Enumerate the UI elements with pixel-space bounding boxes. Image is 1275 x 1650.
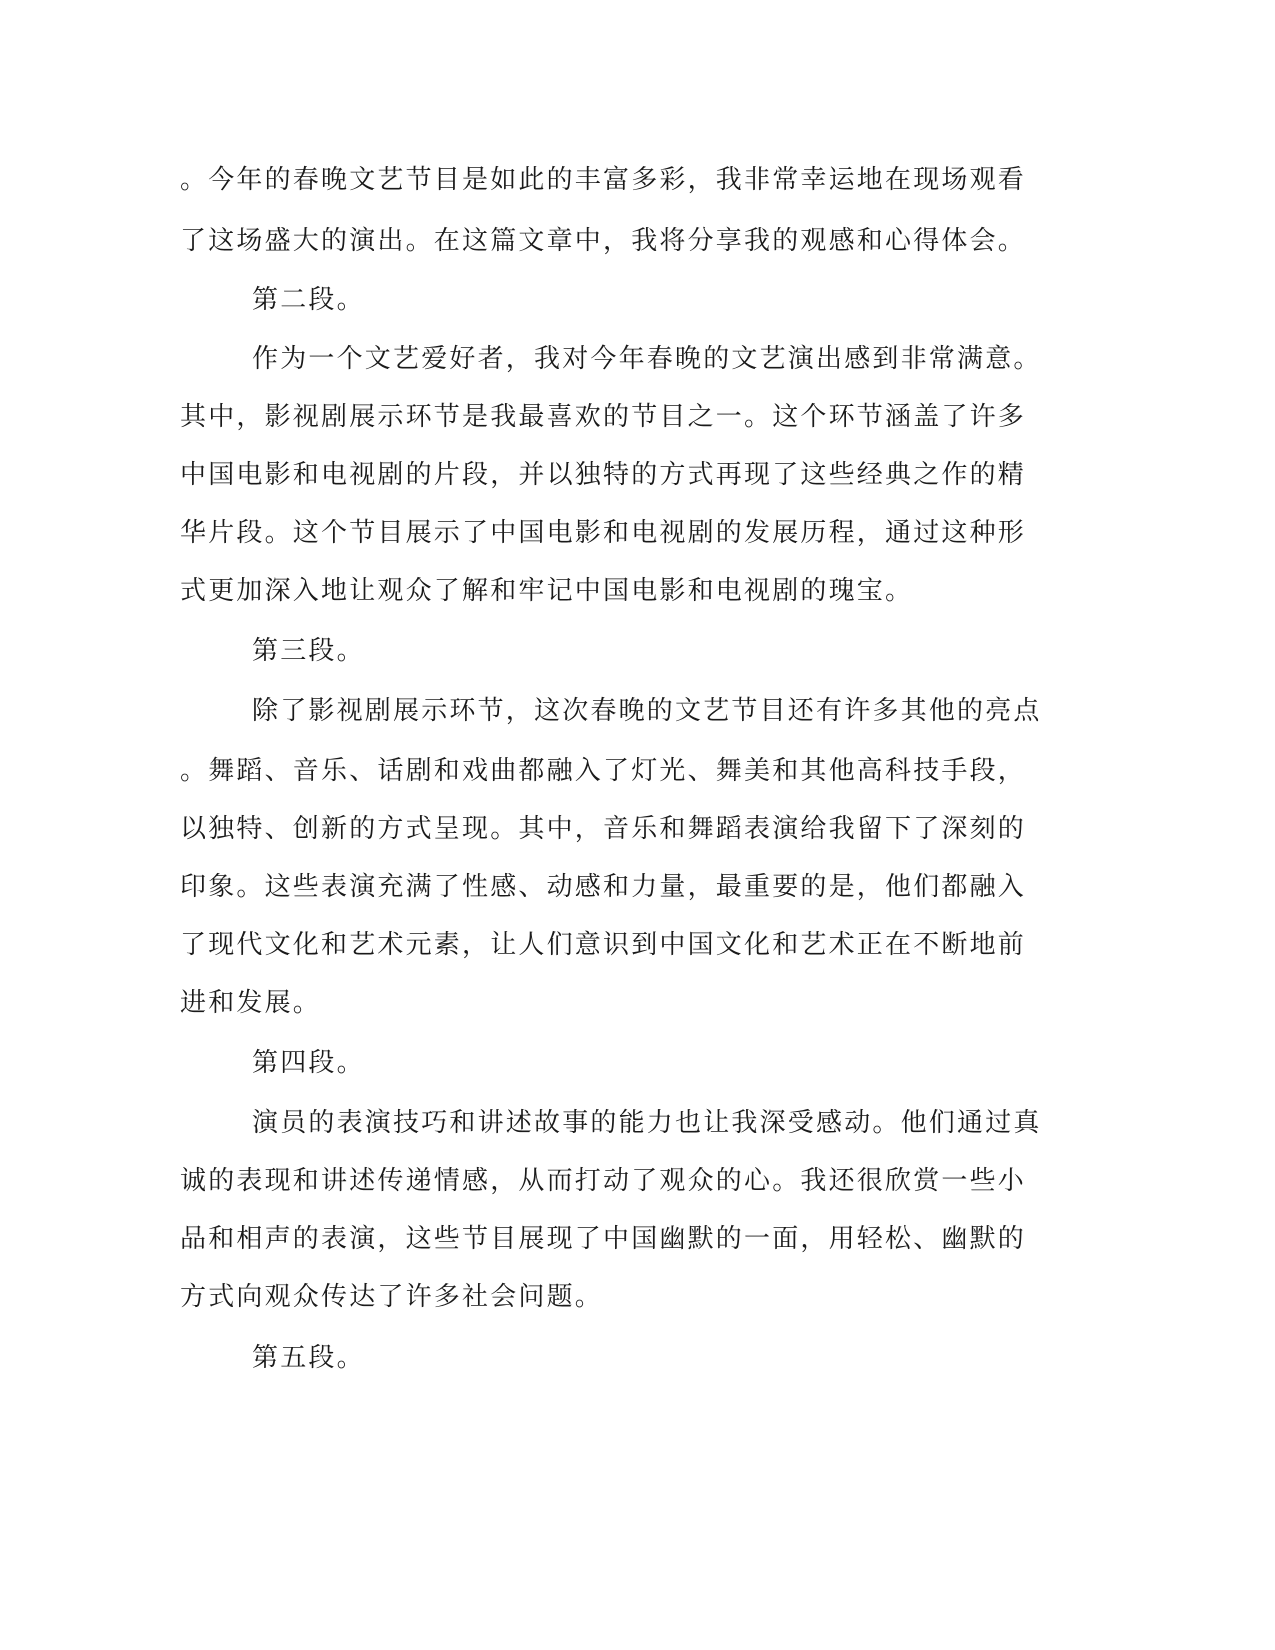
text-line: 。舞蹈、音乐、话剧和戏曲都融入了灯光、舞美和其他高科技手段， xyxy=(180,756,1027,786)
section-heading: 第三段。 xyxy=(252,636,365,666)
text-line: 中国电影和电视剧的片段，并以独特的方式再现了这些经典之作的精 xyxy=(180,460,1027,490)
section-heading: 第四段。 xyxy=(252,1048,365,1078)
text-line: 其中，影视剧展示环节是我最喜欢的节目之一。这个环节涵盖了许多 xyxy=(180,402,1027,432)
text-line: 作为一个文艺爱好者，我对今年春晚的文艺演出感到非常满意。 xyxy=(252,344,1042,374)
text-line: 了现代文化和艺术元素，让人们意识到中国文化和艺术正在不断地前 xyxy=(180,930,1027,960)
text-line: 式更加深入地让观众了解和牢记中国电影和电视剧的瑰宝。 xyxy=(180,576,914,606)
text-line: 印象。这些表演充满了性感、动感和力量，最重要的是，他们都融入 xyxy=(180,872,1027,902)
text-line: 了这场盛大的演出。在这篇文章中，我将分享我的观感和心得体会。 xyxy=(180,226,1027,256)
text-line: 进和发展。 xyxy=(180,988,322,1018)
text-line: 品和相声的表演，这些节目展现了中国幽默的一面，用轻松、幽默的 xyxy=(180,1224,1027,1254)
section-heading: 第二段。 xyxy=(252,285,365,315)
text-line: 。今年的春晚文艺节目是如此的丰富多彩，我非常幸运地在现场观看 xyxy=(180,165,1027,195)
text-line: 诚的表现和讲述传递情感，从而打动了观众的心。我还很欣赏一些小 xyxy=(180,1166,1027,1196)
text-line: 华片段。这个节目展示了中国电影和电视剧的发展历程，通过这种形 xyxy=(180,518,1027,548)
text-line: 方式向观众传达了许多社会问题。 xyxy=(180,1282,604,1312)
section-heading: 第五段。 xyxy=(252,1343,365,1373)
text-line: 除了影视剧展示环节，这次春晚的文艺节目还有许多其他的亮点 xyxy=(252,696,1042,726)
text-line: 以独特、创新的方式呈现。其中，音乐和舞蹈表演给我留下了深刻的 xyxy=(180,814,1027,844)
text-line: 演员的表演技巧和讲述故事的能力也让我深受感动。他们通过真 xyxy=(252,1108,1042,1138)
